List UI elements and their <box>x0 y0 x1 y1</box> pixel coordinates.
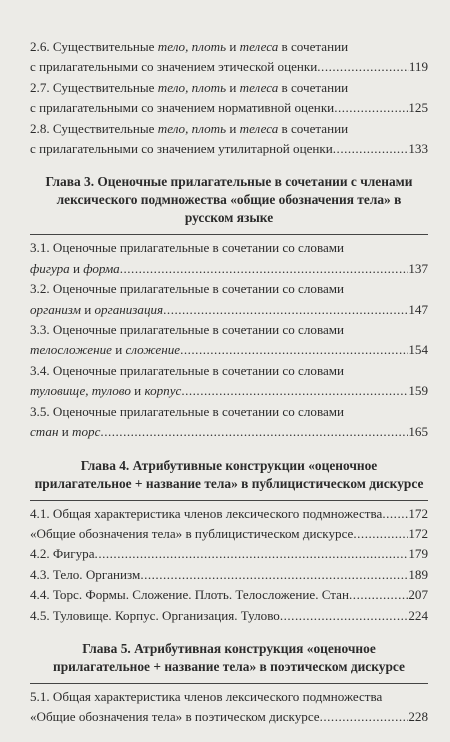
toc-entry[interactable] <box>30 524 428 544</box>
dot-leader <box>181 381 408 401</box>
dot-leader <box>180 340 408 360</box>
dot-leader <box>140 565 408 585</box>
toc-entry[interactable] <box>30 78 428 119</box>
dot-leader <box>333 139 409 159</box>
toc-entry-line <box>30 57 428 77</box>
toc-section <box>30 173 428 442</box>
toc-entry-text: с прилагательными со значением утилитарной оценки <box>30 141 333 157</box>
toc-entry-text: 4.2. Фигура <box>30 546 95 562</box>
page-number: 179 <box>408 546 428 562</box>
dot-leader <box>382 504 408 524</box>
dot-leader <box>120 259 409 279</box>
toc-entry[interactable] <box>30 279 428 320</box>
page-number: 165 <box>408 424 428 440</box>
toc-entry-text: туловище, тулово и корпус <box>30 383 182 399</box>
toc-entry[interactable] <box>30 687 428 728</box>
toc-entry[interactable] <box>30 320 428 361</box>
chapter-heading: Глава 5. Атрибутивная конструкция «оценочное прилагательное + название тела» в поэтическом дискурсе <box>53 640 405 674</box>
toc-entry-text: 4.5. Туловище. Корпус. Организация. Тулово <box>30 607 280 623</box>
divider <box>30 683 428 684</box>
toc-entry-text: «Общие обозначения тела» в публицистическом дискурсе <box>30 525 354 541</box>
toc-entry-text: 4.3. Тело. Организм <box>30 566 141 582</box>
toc-entry-line: 3.1. Оценочные прилагательные в сочетании со словами <box>30 240 345 256</box>
toc-entry-line <box>30 98 428 118</box>
chapter-heading: Глава 4. Атрибутивные конструкции «оценочное прилагательное + название тела» в публицистическом дискурсе <box>34 457 424 491</box>
toc-entry[interactable] <box>30 565 428 585</box>
toc-entry[interactable] <box>30 238 428 279</box>
page-number: 172 <box>408 505 428 521</box>
toc-entry-line <box>30 340 428 360</box>
toc-entry-line: 3.4. Оценочные прилагательные в сочетании со словами <box>30 362 345 378</box>
dot-leader <box>349 585 408 605</box>
toc-entry[interactable] <box>30 402 428 443</box>
toc-entry-line <box>30 504 428 524</box>
toc-entry-text: организм и организация <box>30 301 164 317</box>
page-number: 189 <box>408 566 428 582</box>
toc-entry[interactable] <box>30 585 428 605</box>
toc-entry-line <box>30 381 428 401</box>
page-number: 119 <box>408 59 428 75</box>
toc-entry-text: телосложение и сложение <box>30 342 181 358</box>
toc-entry-text: стан и торс <box>30 424 101 440</box>
dot-leader <box>95 544 409 564</box>
toc-entry[interactable] <box>30 37 428 78</box>
toc-entry-line <box>30 139 428 159</box>
dot-leader <box>317 57 409 77</box>
dot-leader <box>334 98 408 118</box>
toc-section <box>30 640 428 728</box>
page-number: 133 <box>408 141 428 157</box>
toc-entry-line: 2.7. Существительные тело, плоть и телеса в сочетании <box>30 79 349 95</box>
toc-entry[interactable] <box>30 606 428 626</box>
page-number: 224 <box>408 607 428 623</box>
page-number: 228 <box>408 709 428 725</box>
toc-entry-line: 3.5. Оценочные прилагательные в сочетании со словами <box>30 403 345 419</box>
toc-entry-text: с прилагательными со значением этической оценки <box>30 59 318 75</box>
toc-entry-text: фигура и форма <box>30 260 120 276</box>
dot-leader <box>163 300 408 320</box>
toc-entry[interactable] <box>30 119 428 160</box>
page-number: 159 <box>408 383 428 399</box>
page-number: 147 <box>408 301 428 317</box>
toc-entry-line <box>30 524 428 544</box>
toc-entry-text: «Общие обозначения тела» в поэтическом дискурсе <box>30 709 320 725</box>
page-number: 207 <box>408 587 428 603</box>
toc-entry-line <box>30 544 428 564</box>
toc-entry-text: 4.4. Торс. Формы. Сложение. Плоть. Телосложение. Стан <box>30 587 350 603</box>
page-number: 154 <box>408 342 428 358</box>
page-number: 172 <box>408 525 428 541</box>
toc-entry-line: 3.2. Оценочные прилагательные в сочетании со словами <box>30 281 345 297</box>
toc-entry[interactable] <box>30 361 428 402</box>
divider <box>30 500 428 501</box>
chapter-heading: Глава 3. Оценочные прилагательные в сочетании с членами лексического подмножества «общие обозначения тела» в русском языке <box>45 174 413 226</box>
table-of-contents <box>30 37 428 742</box>
toc-entry-line <box>30 565 428 585</box>
toc-entry-line <box>30 259 428 279</box>
page-number: 137 <box>408 260 428 276</box>
page-number: 125 <box>408 100 428 116</box>
toc-entry-line <box>30 300 428 320</box>
toc-section <box>30 37 428 159</box>
toc-entry[interactable] <box>30 504 428 524</box>
toc-entry-line: 2.8. Существительные тело, плоть и телеса в сочетании <box>30 120 349 136</box>
toc-entry-line: 3.3. Оценочные прилагательные в сочетании со словами <box>30 322 345 338</box>
dot-leader <box>280 606 409 626</box>
dot-leader <box>100 422 408 442</box>
divider <box>30 234 428 235</box>
toc-entry-text: 4.1. Общая характеристика членов лексического подмножества <box>30 505 383 521</box>
toc-entry-line: 2.6. Существительные тело, плоть и телеса в сочетании <box>30 39 349 54</box>
toc-entry[interactable] <box>30 544 428 564</box>
toc-entry-line <box>30 606 428 626</box>
toc-entry-line <box>30 585 428 605</box>
toc-entry-line <box>30 422 428 442</box>
toc-entry-text: с прилагательными со значением нормативной оценки <box>30 100 335 116</box>
toc-entry-line: 5.1. Общая характеристика членов лексического подмножества <box>30 688 383 704</box>
toc-section <box>30 457 428 626</box>
dot-leader <box>353 524 408 544</box>
